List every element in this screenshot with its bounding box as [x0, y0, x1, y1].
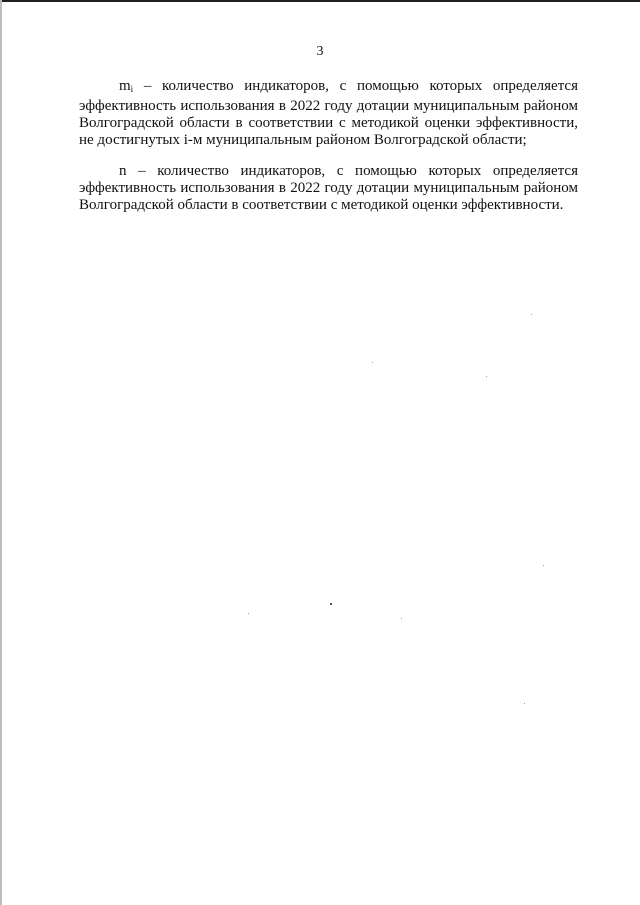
scan-edge-left: [0, 0, 2, 905]
variable-m: m: [119, 78, 131, 94]
variable-m-subscript: i: [130, 84, 134, 94]
scan-speck: [524, 703, 525, 704]
scan-speck: [330, 603, 332, 605]
scan-speck: [543, 565, 544, 566]
scan-speck: [372, 362, 373, 363]
paragraph-n-text: – количество индикаторов, с помощью которых определяется эффективность использования в 2022 году дотации муниципальным районом Волгоградской области в соответствии с методикой оценки эффективности.: [79, 163, 578, 213]
paragraph-m-definition: [79, 78, 578, 149]
scan-speck: [401, 618, 402, 619]
scan-speck: [248, 613, 249, 614]
page-number: 3: [316, 44, 324, 59]
paragraph-m-text: – количество индикаторов, с помощью которых определяется эффективность использования в 2022 году дотации муниципальным районом Волгоградской области в соответствии с методикой оценки эффективности, не достигнутых i-м муниципальным районом Волгоградской области;: [79, 78, 578, 148]
variable-n: n: [119, 163, 127, 179]
scan-speck: [531, 314, 532, 315]
paragraph-n-definition: [79, 163, 578, 214]
scan-edge-top: [0, 0, 640, 2]
scan-speck: [486, 376, 487, 377]
